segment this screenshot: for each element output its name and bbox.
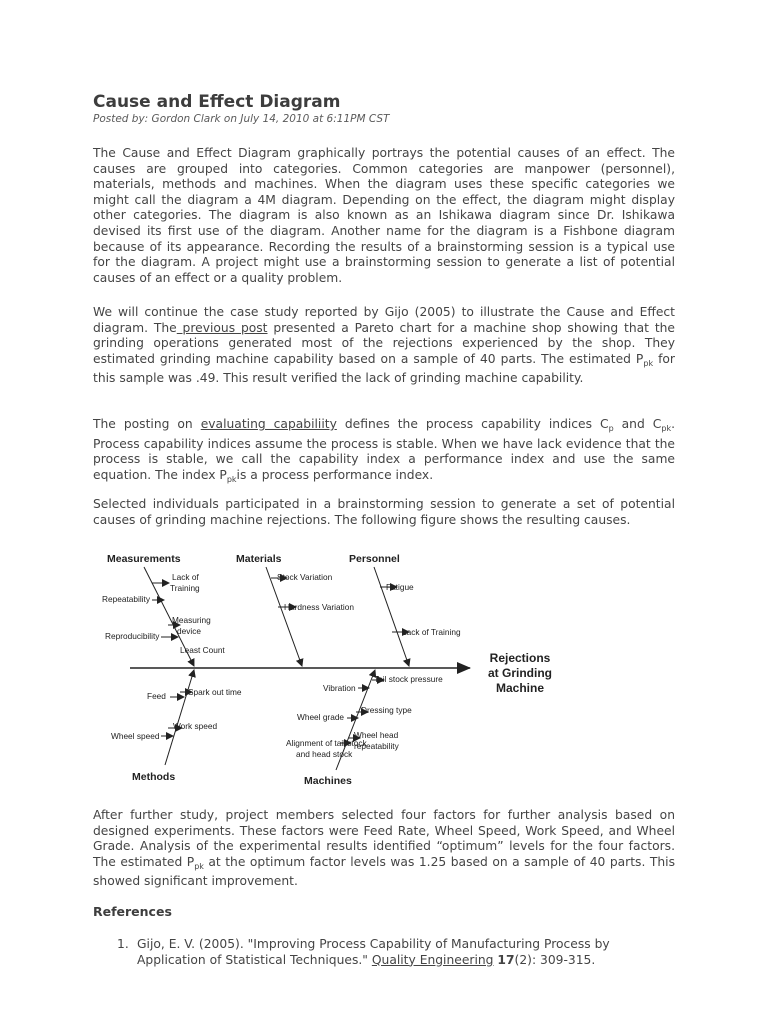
p3-text-b: defines the process capability indices C xyxy=(336,417,609,431)
cause-stock-variation: Stock Variation xyxy=(277,572,333,582)
effect-line-3: Machine xyxy=(495,681,545,695)
evaluating-capability-link[interactable]: evaluating capabiliity xyxy=(200,417,337,431)
cause-alignment-1: Alignment of tail stock xyxy=(286,738,367,748)
previous-post-link[interactable]: previous post xyxy=(176,320,268,335)
cause-spark-out-time: Spark out time xyxy=(188,687,242,697)
p3-text-d: . Process capability indices assume the process is stable. When we have lack evidence that the process is stable, we call the capability index a performance index and use the same equation. The index P xyxy=(93,417,675,482)
post-byline: Posted by: Gordon Clark on July 14, 2010 at 6:11PM CST xyxy=(93,113,390,125)
p3-text-a: The posting on xyxy=(93,417,201,431)
cause-reproducibility: Reproducibility xyxy=(105,631,160,641)
article-title: Cause and Effect Diagram xyxy=(93,92,341,112)
p3-subscript-p: p xyxy=(608,424,614,433)
category-machines: Machines xyxy=(304,775,352,787)
category-personnel: Personnel xyxy=(349,553,400,565)
p2-text-c: for this sample was .49. This result verified the lack of grinding machine capability. xyxy=(93,351,675,386)
cause-lack-of-training-personnel: Lack of Training xyxy=(402,627,461,637)
cause-repeatability: Repeatability xyxy=(102,594,150,604)
cause-alignment-2: and head stock xyxy=(296,749,353,759)
p3-text-e: is a process performance index. xyxy=(236,467,434,482)
effect-line-2: at Grinding xyxy=(488,666,552,680)
cause-wheel-speed: Wheel speed xyxy=(111,731,160,741)
p2-text-b: presented a Pareto chart for a machine shop showing that the grinding operations generated most of the rejections experienced by the shop. They estimated grinding machine capability based on a sample of 40 parts. The estimated P xyxy=(93,320,675,366)
cause-wheel-grade: Wheel grade xyxy=(297,712,345,722)
cause-tail-stock-pressure: Tail stock pressure xyxy=(374,674,443,684)
cause-feed: Feed xyxy=(147,691,166,701)
p5-text-b: at the optimum factor levels was 1.25 based on a sample of 40 parts. This showed significant improvement. xyxy=(93,854,675,889)
p2-text-a: We will continue the case study reported by Gijo (2005) to illustrate the Cause and Effect diagram. The xyxy=(93,305,675,335)
reference-item xyxy=(117,937,677,968)
paragraph-brainstorming: Selected individuals participated in a brainstorming session to generate a set of potential causes of grinding machine rejections. The following figure shows the resulting causes. xyxy=(93,497,675,527)
p3-subscript-pk: pk xyxy=(661,424,672,433)
cause-measuring-device-2: device xyxy=(177,626,201,636)
p5-subscript: pk xyxy=(194,861,204,871)
effect-line-1: Rejections xyxy=(489,651,551,665)
references-heading: References xyxy=(93,904,172,919)
p3-text-c: and C xyxy=(613,417,662,431)
reference-number: 1. xyxy=(117,937,129,951)
paragraph-intro: The Cause and Effect Diagram graphically portrays the potential causes of an effect. The causes are grouped into categories. Common categories are manpower (personnel), materials, methods and machines. When the diagram uses these specific categories we might call the diagram a 4M diagram. Depending on the effect, the diagram might display other categories. The diagram is also known as an Ishikawa diagram since Dr. Ishikawa devised its first use of the diagram. Another name for the diagram is a Fishbone diagram because of its appearance. Recording the results of a brainstorming session is a typical use for the diagram. A project might use a brainstorming session to generate a list of potential causes of an effect or a quality problem. xyxy=(93,146,675,285)
category-measurements: Measurements xyxy=(107,553,181,565)
cause-wheel-head-2: repeatability xyxy=(354,741,399,751)
reference-body xyxy=(137,937,677,968)
cause-fatigue: Fatigue xyxy=(386,582,414,592)
paragraph-further-study xyxy=(93,808,675,890)
cause-hardness-variation: Hardness Variation xyxy=(284,602,354,612)
p5-text-a: After further study, project members selected four factors for further analysis based on designed experiments. These factors were Feed Rate, Wheel Speed, Work Speed, and Wheel Grade. Analysis of the experimental results identified “optimum” levels for the four factors. The estimated P xyxy=(93,808,675,869)
category-materials: Materials xyxy=(236,553,282,565)
cause-work-speed: Work speed xyxy=(173,721,218,731)
category-methods: Methods xyxy=(132,771,176,783)
cause-measuring-device-1: Measuring xyxy=(172,615,211,625)
cause-lack-of-training-2: Training xyxy=(170,583,200,593)
cause-lack-of-training-1: Lack of xyxy=(172,572,199,582)
p2-subscript: pk xyxy=(643,358,654,368)
journal-link[interactable]: Quality Engineering xyxy=(371,952,494,967)
cause-vibration: Vibration xyxy=(323,683,356,693)
bone-methods xyxy=(165,670,194,765)
reference-text-a: Gijo, E. V. (2005). "Improving Process Capability of Manufacturing Process by Application of Statistical Techniques." xyxy=(137,937,610,967)
reference-volume: 17 xyxy=(497,952,515,967)
p3-subscript-pk-2: pk xyxy=(226,474,237,484)
cause-dressing-type: Dressing type xyxy=(361,705,412,715)
cause-least-count: Least Count xyxy=(180,645,225,655)
cause-wheel-head-1: Wheel head xyxy=(354,730,399,740)
reference-text-b: (2): 309-315. xyxy=(514,952,596,967)
